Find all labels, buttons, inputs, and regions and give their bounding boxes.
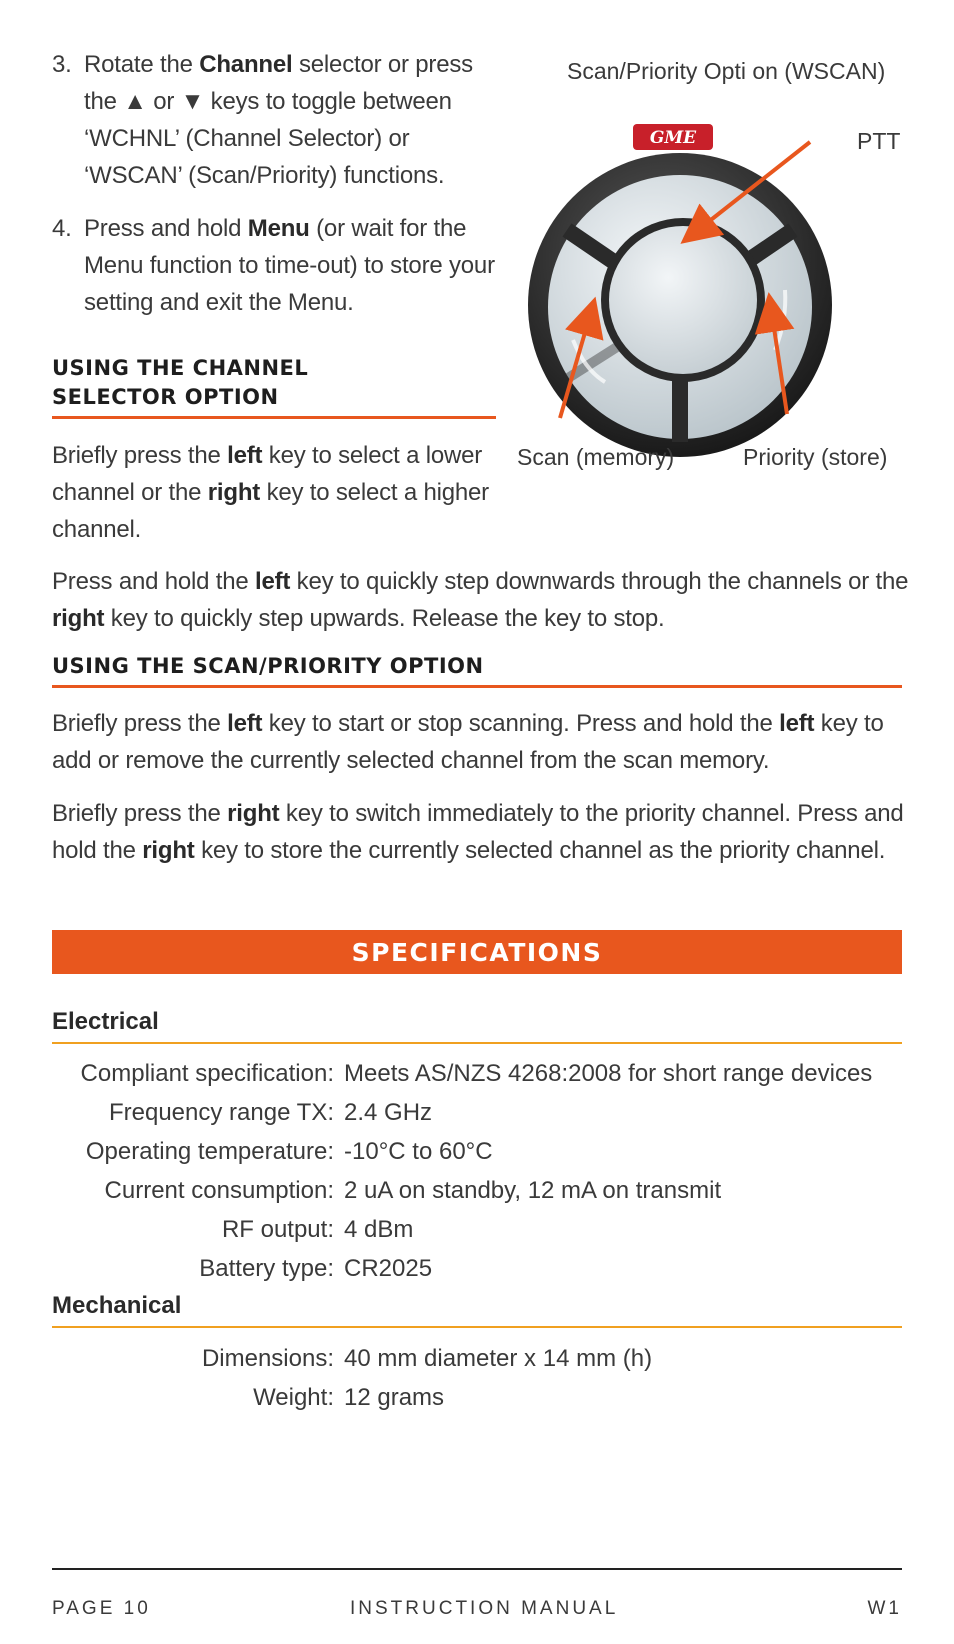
step-text: [84, 210, 502, 321]
spec-key: Compliant specification:: [80, 1059, 334, 1087]
figure-title: Scan/Priority Opti on (WSCAN): [567, 58, 886, 84]
text-run: Rotate the: [84, 51, 200, 78]
step-number: 3.: [52, 51, 72, 78]
spec-value: Meets AS/NZS 4268:2008 for short range devices: [344, 1059, 873, 1087]
text-run: Briefly press the: [52, 710, 228, 737]
spec-row: [52, 1054, 902, 1093]
text-run: key to quickly step upwards. Release the key to stop.: [104, 605, 665, 632]
electrical-spec-table: [52, 1054, 902, 1288]
text-run: Briefly press the: [52, 442, 228, 469]
text-run: Press and hold the: [52, 568, 256, 595]
scan-label: Scan (memory): [517, 444, 675, 470]
model-name: W1: [867, 1598, 902, 1619]
text-run: selector or press the ▲ or ▼ keys to toggle between ‘WCHNL’ (Channel Selector) or ‘WSCAN’ (Scan/Priority) functions.: [84, 51, 473, 189]
spec-value: -10°C to 60°C: [344, 1137, 493, 1165]
spec-value: 40 mm diameter x 14 mm (h): [344, 1344, 653, 1372]
page-number: PAGE 10: [52, 1598, 151, 1619]
bold-term: right: [207, 479, 261, 506]
bold-term: Channel: [199, 51, 293, 78]
spec-value: 12 grams: [344, 1383, 445, 1411]
bold-term: Menu: [247, 215, 310, 242]
spec-row: [52, 1339, 902, 1378]
spec-row: [52, 1249, 902, 1288]
spec-key: Operating temperature:: [85, 1137, 334, 1165]
text-run: key to quickly step downwards through the channels or the: [290, 568, 909, 595]
bold-term: left: [779, 710, 815, 737]
footer-divider: [52, 1568, 902, 1570]
text-run: key to select a lower channel or the: [52, 442, 483, 506]
manual-title: INSTRUCTION MANUAL: [350, 1598, 619, 1619]
channel-paragraph-2: [52, 563, 912, 637]
scan-paragraph-2: [52, 795, 912, 869]
bold-term: left: [227, 710, 263, 737]
text-run: key to select a higher channel.: [52, 479, 489, 543]
scan-paragraph-1: [52, 705, 912, 779]
text-run: key to add or remove the currently selected channel from the scan memory.: [52, 710, 884, 774]
spec-row: [52, 1171, 902, 1210]
spec-row: [52, 1378, 902, 1417]
step-number: 4.: [52, 215, 72, 242]
text-run: key to start or stop scanning. Press and hold the: [262, 710, 780, 737]
channel-paragraph-1: [52, 437, 502, 548]
text-run: key to switch immediately to the priority channel. Press and hold the: [52, 800, 904, 864]
spec-key: RF output:: [221, 1215, 334, 1243]
section-heading-scan-priority: USING THE SCAN/PRIORITY OPTION: [52, 652, 902, 688]
step-list: [52, 46, 502, 337]
spec-value: 2 uA on standby, 12 mA on transmit: [344, 1176, 722, 1204]
spec-row: [52, 1210, 902, 1249]
ptt-button-face: [609, 226, 757, 374]
spec-row: [52, 1132, 902, 1171]
spec-value: 4 dBm: [344, 1215, 414, 1243]
mechanical-spec-table: [52, 1339, 902, 1417]
specifications-banner: SPECIFICATIONS: [52, 930, 902, 974]
bold-term: left: [255, 568, 291, 595]
text-run: key to store the currently selected channel as the priority channel.: [194, 837, 886, 864]
text-run: Press and hold: [84, 215, 248, 242]
step-item: [52, 46, 502, 194]
priority-label: Priority (store): [743, 444, 888, 470]
step-text: [84, 46, 502, 194]
spec-key: Current consumption:: [104, 1176, 334, 1204]
bold-term: right: [227, 800, 280, 827]
step-item: [52, 210, 502, 321]
spec-key: Battery type:: [199, 1254, 334, 1282]
remote-control-figure: [505, 50, 915, 490]
ptt-label: PTT: [857, 128, 901, 154]
section-heading-channel-selector: [52, 354, 496, 419]
electrical-heading: Electrical: [52, 1008, 902, 1044]
mechanical-heading: Mechanical: [52, 1292, 902, 1328]
spec-value: CR2025: [344, 1254, 433, 1282]
spec-value: 2.4 GHz: [344, 1098, 433, 1126]
bold-term: left: [227, 442, 263, 469]
spec-row: [52, 1093, 902, 1132]
heading-line: USING THE CHANNEL: [52, 356, 309, 380]
spec-key: Frequency range TX:: [108, 1098, 334, 1126]
bold-term: right: [142, 837, 195, 864]
text-run: Briefly press the: [52, 800, 228, 827]
text-run: (or wait for the Menu function to time-out) to store your setting and exit the Menu.: [84, 215, 495, 316]
remote-control-illustration: [505, 50, 915, 490]
spec-key: Dimensions:: [201, 1344, 334, 1372]
gme-logo-text: GME: [649, 128, 697, 148]
heading-line: SELECTOR OPTION: [52, 385, 279, 409]
bold-term: right: [52, 605, 105, 632]
spec-key: Weight:: [253, 1383, 334, 1411]
